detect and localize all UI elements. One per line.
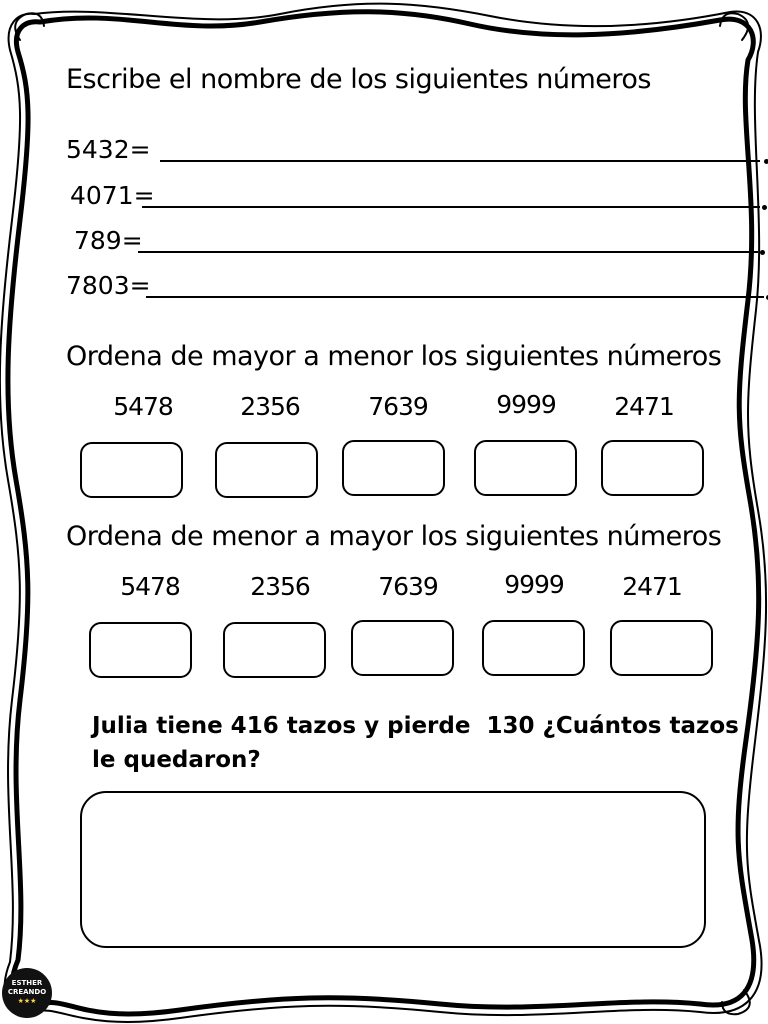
word-problem-line-1: Julia tiene 416 tazos y pierde 130 ¿Cuántos tazos [92,713,739,739]
answer-box[interactable] [80,442,183,498]
number-9999: 9999 [504,570,564,599]
problem-answer-box[interactable] [80,791,706,948]
period-dot [760,250,765,255]
write-line-4 [66,266,716,306]
number-9999: 9999 [496,390,556,419]
period-dot [762,205,767,210]
answer-box[interactable] [482,620,585,676]
answer-box[interactable] [474,440,577,496]
logo-badge [2,968,52,1018]
answer-box[interactable] [601,440,704,496]
word-problem [92,709,739,777]
answer-box[interactable] [351,620,454,676]
number-2356: 2356 [250,572,310,601]
answer-box[interactable] [610,620,713,676]
answer-rule[interactable] [142,206,760,208]
write-line-label: 4071= [70,181,155,210]
section3-title: Ordena de menor a mayor los siguientes números [66,521,722,552]
write-line-1 [66,130,716,170]
section1-title: Escribe el nombre de los siguientes números [66,64,651,95]
word-problem-line-2: le quedaron? [92,747,261,773]
logo-line-2: CREANDO [7,988,47,996]
write-line-label: 789= [74,226,143,255]
number-5478: 5478 [120,572,180,601]
number-5478: 5478 [113,392,173,421]
answer-box[interactable] [89,622,192,678]
answer-box[interactable] [342,440,445,496]
answer-box[interactable] [223,622,326,678]
write-line-2 [70,176,720,216]
logo-stars-icon: ★★★ [17,997,37,1005]
number-2356: 2356 [240,392,300,421]
number-7639: 7639 [378,572,438,601]
period-dot [764,159,768,164]
write-line-label: 7803= [66,271,151,300]
logo-line-1: ESTHER [11,979,43,987]
section2-title: Ordena de mayor a menor los siguientes números [66,341,722,372]
write-line-label: 5432= [66,135,151,164]
number-7639: 7639 [368,392,428,421]
answer-box[interactable] [215,442,318,498]
number-2471: 2471 [614,392,674,421]
number-2471: 2471 [622,572,682,601]
write-line-3 [74,221,724,261]
answer-rule[interactable] [138,251,758,253]
answer-rule[interactable] [146,296,764,298]
answer-rule[interactable] [160,160,760,162]
